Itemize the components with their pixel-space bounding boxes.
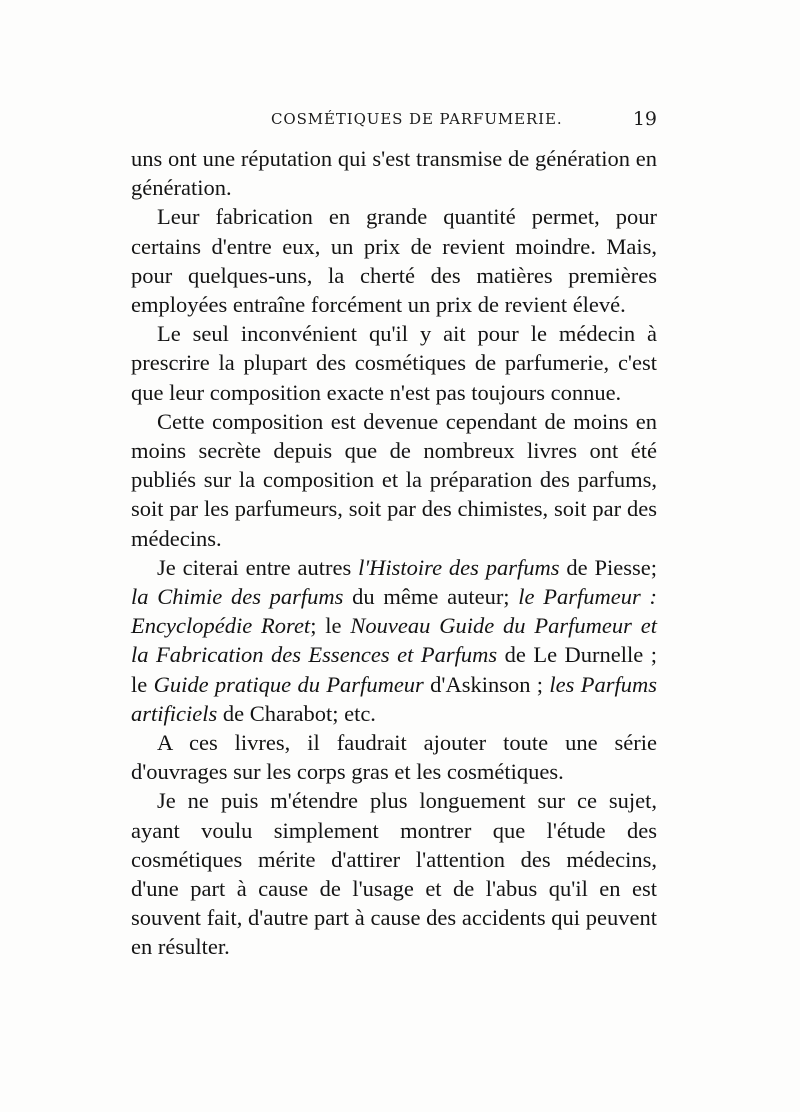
ref-text: ; le: [310, 613, 351, 639]
paragraph-inconvenient: Le seul inconvénient qu'il y ait pour le médecin à prescrire la plupart des cosmétiques de parfumerie, c'est que leur composition exacte n'est pas toujours connue.: [131, 321, 657, 405]
running-head: [131, 110, 657, 134]
ref-title-parfums-artificiels: les Parfums artificiels: [131, 671, 657, 726]
paragraph-book-references: [131, 553, 657, 728]
ref-text: Je citerai entre autres: [157, 554, 359, 580]
ref-title-roret: le Parfumeur : Encyclopédie Roret: [131, 584, 657, 639]
ref-text: de Piesse;: [559, 554, 657, 580]
running-title: COSMÉTIQUES DE PARFUMERIE.: [271, 110, 563, 128]
ref-text: de Le Durnelle ; le: [131, 642, 657, 697]
page-number: 19: [632, 108, 657, 130]
ref-title-chimie: la Chimie des parfums: [131, 584, 344, 610]
paragraph-composition: Cette composition est devenue cependant de moins en moins secrète depuis que de nombreux livres ont été publiés sur la composition et la préparation des parfums, soit par les parfumeurs, soit par des chimistes, soit par des médecins.: [131, 408, 657, 551]
ref-title-histoire: l'Histoire des parfums: [358, 554, 560, 580]
paragraph-additional-works: A ces livres, il faudrait ajouter toute une série d'ouvrages sur les corps gras et les cosmétiques.: [131, 730, 657, 785]
ref-text: du même auteur;: [343, 584, 519, 610]
ref-title-nouveau-guide: Nouveau Guide du Parfumeur et la Fabrication des Essences et Parfums: [131, 613, 657, 668]
body-text: [131, 144, 657, 962]
paragraph-fabrication: Leur fabrication en grande quantité permet, pour certains d'entre eux, un prix de revient moindre. Mais, pour quelques-uns, la cherté des matières premières employées entraîne forcément un prix de revient élevé.: [131, 204, 657, 318]
ref-title-guide-pratique: Guide pratique du Parfumeur: [153, 671, 424, 697]
paragraph-conclusion: Je ne puis m'étendre plus longuement sur ce sujet, ayant voulu simplement montrer que l'étude des cosmétiques mérite d'attirer l'attention des médecins, d'une part à cause de l'usage et de l'abus qu'il en est souvent fait, d'autre part à cause des accidents qui peuvent en résulter.: [131, 788, 657, 960]
ref-text: de Charabot; etc.: [217, 700, 376, 726]
paragraph-continued: uns ont une réputation qui s'est transmise de génération en génération.: [131, 146, 657, 201]
ref-text: d'Askinson ;: [423, 671, 550, 697]
